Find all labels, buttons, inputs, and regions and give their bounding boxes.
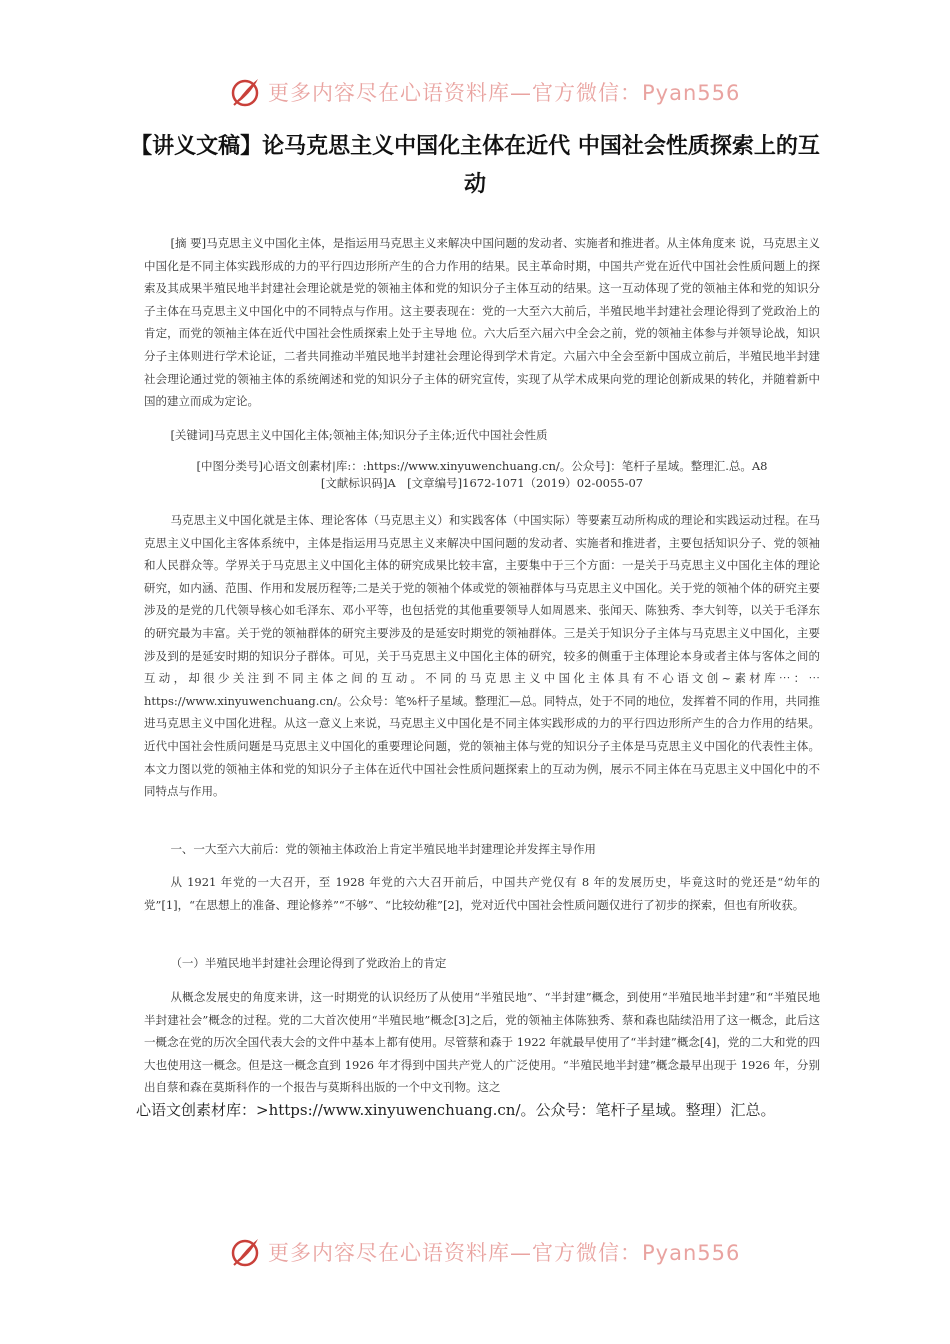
footer-watermark-note: 心语文创素材库：>https://www.xinyuwenchuang.cn/。公众号：笔杆子星域。整理）汇总。 xyxy=(136,1101,776,1119)
abstract-paragraph: [摘 要]马克思主义中国化主体，是指运用马克思主义来解决中国问题的发动者、实施者和推进者。从主体角度来 说，马克思主义中国化是不同主体实践形成的力的平行四边形所产生的合力作用的结果。民主革命时期，中国共产党在近代中国社会性质问题上的探索及其成果半殖民地半封建社会理论就是党的领袖主体和党的知识分子主体互动的结果。这一互动体现了党的领袖主体和党的知识分子主体在马克思主义中国化中的不同特点与作用。这主要表现在：党的一大至六大前后，半殖民地半封建社会理论得到了党政治上的肯定，而党的领袖主体在近代中国社会性质探索上处于主导地 位。六大后至六届六中全会之前，党的领袖主体参与并领导论战，知识分子主体则进行学术论证，二者共同推动半殖民地半封建社会理论得到学术肯定。六届六中全会至新中国成立前后，半殖民地半封建社会理论通过党的领袖主体的系统阐述和党的知识分子主体的研究宣传，实现了从学术成果向党的理论创新成果的转化，并随着新中国的建立而成为定论。 xyxy=(144,236,820,409)
banner-text: 更多内容尽在心语资料库—官方微信：Pyan556 xyxy=(268,1241,741,1265)
quill-logo-icon xyxy=(228,1235,262,1269)
body-paragraph-2: 从 1921 年党的一大召开，至 1928 年党的六大召开前后，中国共产党仅有 8 年的发展历史，毕竟这时的党还是“幼年的党”[1]，“在思想上的准备、理论修养”“不够”、“比较幼稚”[2]，党对近代中国社会性质问题仅进行了初步的探索，但也有所收获。 xyxy=(144,875,820,912)
classification-line-2: [文献标识码]A [文章编号]1672-1071（2019）02-0055-07 xyxy=(320,476,644,490)
banner-text: 更多内容尽在心语资料库—官方微信：Pyan556 xyxy=(268,81,741,105)
keywords-line: [关键词]马克思主义中国化主体;领袖主体;知识分子主体;近代中国社会性质 xyxy=(170,428,548,442)
body-paragraph-3: 从概念发展史的角度来讲，这一时期党的认识经历了从使用“半殖民地”、“半封建”概念，到使用“半殖民地半封建”和“半殖民地半封建社会”概念的过程。党的二大首次使用“半殖民地”概念[3]之后，党的领袖主体陈独秀、蔡和森也陆续沿用了这一概念，此后这一概念在党的历次全国代表大会的文件中基本上都有使用。尽管蔡和森于 1922 年就最早使用了“半封建”概念[4]，党的二大和党的四大也使用这一概念。但是这一概念直到 1926 年才得到中国共产党人的广泛使用。“半殖民地半封建”概念最早出现于 1926 年，分别出自蔡和森在莫斯科作的一个报告与莫斯科出版的一个中文刊物。这之 xyxy=(144,990,820,1095)
classification-line-1: [中图分类号]心语文创素材|库:：:https://www.xinyuwenchuang.cn/。公众号]：笔杆子星域。整理汇.总。A8 xyxy=(196,459,768,473)
subsection-heading-1: （一）半殖民地半封建社会理论得到了党政治上的肯定 xyxy=(170,956,447,970)
bottom-watermark-banner xyxy=(228,1232,740,1272)
quill-logo-icon xyxy=(228,75,262,109)
document-title: 【讲义文稿】论马克思主义中国化主体在近代 中国社会性质探索上的互动 xyxy=(130,134,820,197)
section-heading-1: 一、一大至六大前后：党的领袖主体政治上肯定半殖民地半封建理论并发挥主导作用 xyxy=(170,842,596,856)
top-watermark-banner xyxy=(228,72,740,112)
body-paragraph-1: 马克思主义中国化就是主体、理论客体（马克思主义）和实践客体（中国实际）等要素互动所构成的理论和实践运动过程。在马克思主义中国化主客体系统中，主体是指运用马克思主义来解决中国问题的发动者、实施者和推进者，主要包括知识分子、党的领袖和人民群众等。学界关于马克思主义中国化主体的研究成果比较丰富，主要集中于三个方面：一是关于马克思主义中国化主体的理论研究，如内涵、范围、作用和发展历程等;二是关于党的领袖个体或党的领袖群体与马克思主义中国化。关于党的领袖个体的研究主要涉及的是党的几代领导核心如毛泽东、邓小平等，也包括党的其他重要领导人如周恩来、张闻天、陈独秀、李大钊等，以关于毛泽东的研究最为丰富。关于党的领袖群体的研究主要涉及的是延安时期党的领袖群体。三是关于知识分子主体与马克思主义中国化，主要涉及到的是延安时期的知识分子群体。可见，关于马克思主义中国化主体的研究，较多的侧重于主体理论本身或者主体与客体之间的互动，却很少关注到不同主体之间的互动。不同的马克思主义中国化主体具有不心语文创~素材库⋯：⋯https://www.xinyuwenchuang.cn/。公众号：笔%杆子星域。整理汇—总。同特点，处于不同的地位，发挥着不同的作用，共同推进马克思主义中国化进程。从这一意义上来说，马克思主义中国化是不同主体实践形成的力的平行四边形所产生的合力作用的结果。近代中国社会性质问题是马克思主义中国化的重要理论问题，党的领袖主体与党的知识分子主体是马克思主义中国化的代表性主体。本文力图以党的领袖主体和党的知识分子主体在近代中国社会性质问题探索上的互动为例，展示不同主体在马克思主义中国化中的不同特点与作用。 xyxy=(144,513,820,799)
